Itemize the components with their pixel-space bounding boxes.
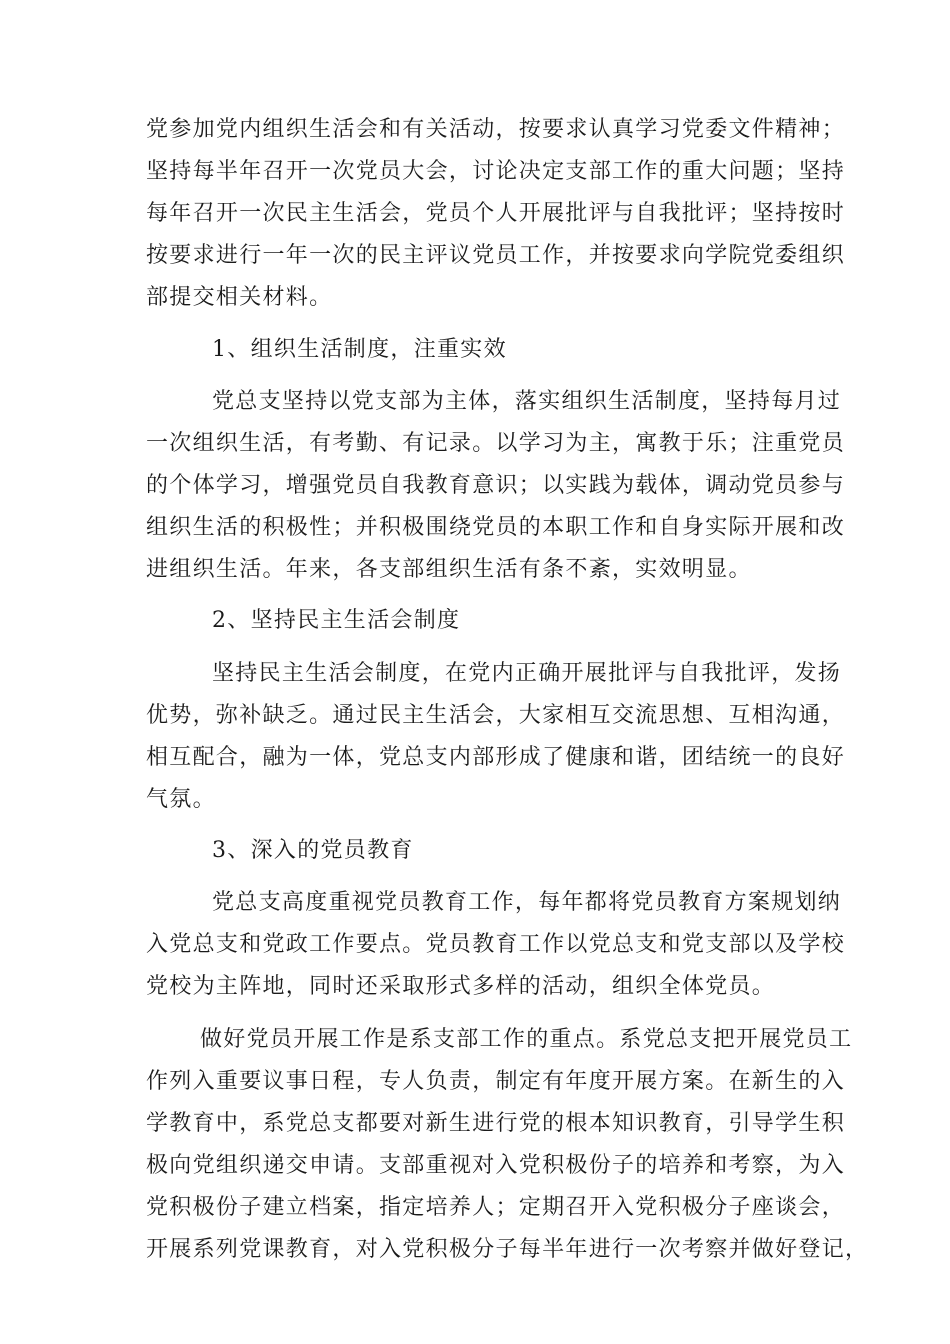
- paragraph-intro-line: 党参加党内组织生活会和有关活动，按要求认真学习党委文件精神；: [146, 117, 846, 142]
- paragraph-4-line: 作列入重要议事日程，专人负责，制定有年度开展方案。在新生的入: [146, 1069, 846, 1094]
- paragraph-intro-line: 每年召开一次民主生活会，党员个人开展批评与自我批评；坚持按时: [146, 201, 846, 226]
- paragraph-intro-line: 坚持每半年召开一次党员大会，讨论决定支部工作的重大问题；坚持: [146, 159, 846, 184]
- paragraph-1-line: 的个体学习，增强党员自我教育意识；以实践为载体，调动党员参与: [146, 473, 846, 498]
- paragraph-4-line: 开展系列党课教育，对入党积极分子每半年进行一次考察并做好登记，: [146, 1237, 869, 1262]
- paragraph-3-line: 党校为主阵地，同时还采取形式多样的活动，组织全体党员。: [146, 974, 776, 999]
- paragraph-2-line: 优势，弥补缺乏。通过民主生活会，大家相互交流思想、互相沟通，: [146, 703, 846, 728]
- paragraph-3-line: 入党总支和党政工作要点。党员教育工作以党总支和党支部以及学校: [146, 932, 846, 957]
- section-heading-1: 1、组织生活制度，注重实效: [212, 337, 507, 362]
- paragraph-2-line: 气氛。: [146, 787, 216, 812]
- paragraph-1-line: 进组织生活。年来，各支部组织生活有条不紊，实效明显。: [146, 557, 752, 582]
- paragraph-2-line: 坚持民主生活会制度，在党内正确开展批评与自我批评，发扬: [212, 661, 842, 686]
- paragraph-4-line: 极向党组织递交申请。支部重视对入党积极份子的培养和考察，为入: [146, 1153, 846, 1178]
- section-heading-3: 3、深入的党员教育: [212, 838, 414, 863]
- paragraph-intro-line: 部提交相关材料。: [146, 285, 333, 310]
- paragraph-3-line: 党总支高度重视党员教育工作，每年都将党员教育方案规划纳: [212, 890, 842, 915]
- paragraph-intro-line: 按要求进行一年一次的民主评议党员工作，并按要求向学院党委组织: [146, 243, 846, 268]
- section-heading-2: 2、坚持民主生活会制度: [212, 608, 461, 633]
- paragraph-1-line: 组织生活的积极性；并积极围绕党员的本职工作和自身实际开展和改: [146, 515, 846, 540]
- paragraph-4-line: 学教育中，系党总支都要对新生进行党的根本知识教育，引导学生积: [146, 1111, 846, 1136]
- paragraph-2-line: 相互配合，融为一体，党总支内部形成了健康和谐，团结统一的良好: [146, 745, 846, 770]
- paragraph-4-line: 党积极份子建立档案，指定培养人；定期召开入党积极分子座谈会，: [146, 1195, 846, 1220]
- paragraph-1-line: 一次组织生活，有考勤、有记录。以学习为主，寓教于乐；注重党员: [146, 431, 846, 456]
- paragraph-1-line: 党总支坚持以党支部为主体，落实组织生活制度，坚持每月过: [212, 389, 842, 414]
- paragraph-4-line: 做好党员开展工作是系支部工作的重点。系党总支把开展党员工: [200, 1027, 853, 1052]
